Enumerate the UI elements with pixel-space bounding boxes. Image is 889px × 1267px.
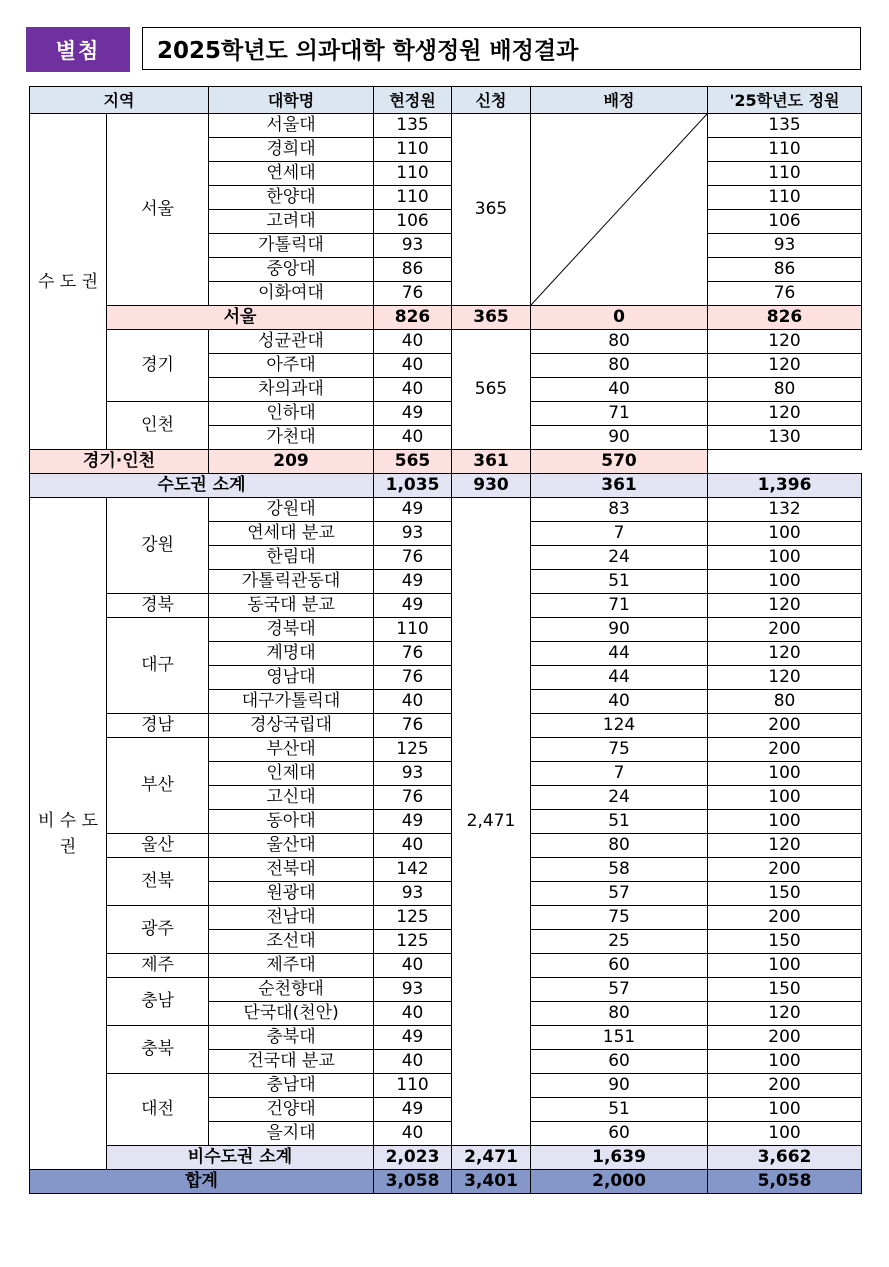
current-quota: 76 [374, 714, 452, 738]
subtotal-label: 비수도권 소계 [107, 1146, 374, 1170]
subtotal-value: 565 [374, 450, 452, 474]
university-name: 고려대 [209, 210, 374, 234]
col-header-allocated: 배정 [531, 87, 708, 114]
quota-2025: 86 [708, 258, 862, 282]
quota-2025: 120 [708, 354, 862, 378]
quota-2025: 100 [708, 786, 862, 810]
current-quota: 106 [374, 210, 452, 234]
allocated-count: 60 [531, 1122, 708, 1146]
university-name: 연세대 [209, 162, 374, 186]
university-name: 건국대 분교 [209, 1050, 374, 1074]
table-row [30, 858, 862, 882]
region-label: 비 수 도 권 [30, 498, 107, 1170]
current-quota: 40 [374, 330, 452, 354]
current-quota: 49 [374, 1026, 452, 1050]
allocated-count: 25 [531, 930, 708, 954]
table-header-row [30, 87, 862, 114]
university-name: 서울대 [209, 114, 374, 138]
col-header-university: 대학명 [209, 87, 374, 114]
table-row [30, 618, 862, 642]
subtotal-row-noncapital [30, 1146, 862, 1170]
allocated-count: 124 [531, 714, 708, 738]
allocated-count: 51 [531, 810, 708, 834]
subtotal-value: 3,401 [452, 1170, 531, 1194]
quota-2025: 100 [708, 810, 862, 834]
apply-count: 365 [452, 114, 531, 306]
table-row [30, 978, 862, 1002]
province-label: 충북 [107, 1026, 209, 1074]
quota-2025: 106 [708, 210, 862, 234]
university-name: 이화여대 [209, 282, 374, 306]
table-row [30, 114, 862, 138]
quota-2025: 200 [708, 1026, 862, 1050]
current-quota: 135 [374, 114, 452, 138]
allocated-count: 80 [531, 354, 708, 378]
university-name: 한림대 [209, 546, 374, 570]
current-quota: 76 [374, 642, 452, 666]
subtotal-label: 경기·인천 [30, 450, 209, 474]
province-label: 대구 [107, 618, 209, 714]
current-quota: 40 [374, 1122, 452, 1146]
allocated-count: 58 [531, 858, 708, 882]
quota-2025: 200 [708, 906, 862, 930]
current-quota: 125 [374, 930, 452, 954]
university-name: 충남대 [209, 1074, 374, 1098]
allocation-table [29, 86, 862, 1194]
quota-2025: 200 [708, 738, 862, 762]
current-quota: 40 [374, 834, 452, 858]
current-quota: 76 [374, 666, 452, 690]
subtotal-row-capital [30, 474, 862, 498]
current-quota: 110 [374, 618, 452, 642]
allocated-count: 60 [531, 954, 708, 978]
allocated-count: 51 [531, 570, 708, 594]
subtotal-label: 합계 [30, 1170, 374, 1194]
allocated-count: 44 [531, 666, 708, 690]
province-label: 광주 [107, 906, 209, 954]
subtotal-value: 361 [452, 450, 531, 474]
university-name: 조선대 [209, 930, 374, 954]
current-quota: 49 [374, 570, 452, 594]
quota-2025: 120 [708, 834, 862, 858]
university-name: 순천향대 [209, 978, 374, 1002]
quota-2025: 135 [708, 114, 862, 138]
university-name: 부산대 [209, 738, 374, 762]
region-label: 수 도 권 [30, 114, 107, 450]
current-quota: 40 [374, 378, 452, 402]
table-row [30, 738, 862, 762]
university-name: 성균관대 [209, 330, 374, 354]
attachment-badge: 별첨 [26, 27, 130, 72]
subtotal-value: 1,396 [708, 474, 862, 498]
subtotal-value: 2,471 [452, 1146, 531, 1170]
table-row [30, 1026, 862, 1050]
subtotal-label: 수도권 소계 [30, 474, 374, 498]
current-quota: 93 [374, 882, 452, 906]
quota-2025: 100 [708, 570, 862, 594]
current-quota: 76 [374, 786, 452, 810]
quota-2025: 120 [708, 330, 862, 354]
current-quota: 110 [374, 162, 452, 186]
quota-2025: 100 [708, 762, 862, 786]
province-label: 전북 [107, 858, 209, 906]
allocated-count: 44 [531, 642, 708, 666]
university-name: 가톨릭대 [209, 234, 374, 258]
current-quota: 110 [374, 1074, 452, 1098]
quota-2025: 76 [708, 282, 862, 306]
subtotal-value: 2,023 [374, 1146, 452, 1170]
quota-2025: 200 [708, 858, 862, 882]
university-name: 경희대 [209, 138, 374, 162]
col-header-region: 지역 [30, 87, 209, 114]
quota-2025: 100 [708, 1098, 862, 1122]
province-label: 부산 [107, 738, 209, 834]
university-name: 아주대 [209, 354, 374, 378]
quota-2025: 200 [708, 714, 862, 738]
allocated-count: 57 [531, 882, 708, 906]
university-name: 영남대 [209, 666, 374, 690]
subtotal-row-gi [30, 450, 862, 474]
current-quota: 93 [374, 762, 452, 786]
province-label: 제주 [107, 954, 209, 978]
table-row [30, 498, 862, 522]
current-quota: 110 [374, 186, 452, 210]
no-allocation-cell [531, 114, 708, 306]
current-quota: 93 [374, 522, 452, 546]
subtotal-value: 3,662 [708, 1146, 862, 1170]
university-name: 을지대 [209, 1122, 374, 1146]
diagonal-slash [531, 114, 707, 305]
university-name: 전북대 [209, 858, 374, 882]
allocated-count: 57 [531, 978, 708, 1002]
province-label: 강원 [107, 498, 209, 594]
quota-2025: 120 [708, 666, 862, 690]
allocated-count: 80 [531, 330, 708, 354]
table-row [30, 1074, 862, 1098]
province-label: 경기 [107, 330, 209, 402]
province-label: 경북 [107, 594, 209, 618]
current-quota: 40 [374, 954, 452, 978]
quota-2025: 200 [708, 1074, 862, 1098]
university-name: 고신대 [209, 786, 374, 810]
university-name: 원광대 [209, 882, 374, 906]
subtotal-value: 5,058 [708, 1170, 862, 1194]
allocated-count: 24 [531, 786, 708, 810]
allocated-count: 90 [531, 426, 708, 450]
current-quota: 49 [374, 402, 452, 426]
allocated-count: 51 [531, 1098, 708, 1122]
university-name: 인제대 [209, 762, 374, 786]
quota-2025: 150 [708, 978, 862, 1002]
allocated-count: 71 [531, 594, 708, 618]
quota-2025: 93 [708, 234, 862, 258]
university-name: 중앙대 [209, 258, 374, 282]
current-quota: 125 [374, 906, 452, 930]
university-name: 가톨릭관동대 [209, 570, 374, 594]
current-quota: 40 [374, 354, 452, 378]
university-name: 대구가톨릭대 [209, 690, 374, 714]
current-quota: 125 [374, 738, 452, 762]
allocated-count: 71 [531, 402, 708, 426]
table-row [30, 330, 862, 354]
allocated-count: 60 [531, 1050, 708, 1074]
university-name: 인하대 [209, 402, 374, 426]
col-header-apply: 신청 [452, 87, 531, 114]
current-quota: 86 [374, 258, 452, 282]
subtotal-value: 365 [452, 306, 531, 330]
quota-2025: 120 [708, 642, 862, 666]
col-header-current: 현정원 [374, 87, 452, 114]
document-header [26, 27, 861, 72]
quota-2025: 110 [708, 186, 862, 210]
subtotal-value: 1,035 [374, 474, 452, 498]
quota-2025: 100 [708, 522, 862, 546]
apply-count: 565 [452, 330, 531, 450]
university-name: 동아대 [209, 810, 374, 834]
col-header-2025-quota: '25학년도 정원 [708, 87, 862, 114]
province-label: 울산 [107, 834, 209, 858]
subtotal-value: 0 [531, 306, 708, 330]
quota-2025: 200 [708, 618, 862, 642]
quota-2025: 100 [708, 546, 862, 570]
university-name: 동국대 분교 [209, 594, 374, 618]
university-name: 계명대 [209, 642, 374, 666]
subtotal-value: 826 [374, 306, 452, 330]
allocated-count: 90 [531, 618, 708, 642]
university-name: 경북대 [209, 618, 374, 642]
current-quota: 49 [374, 594, 452, 618]
current-quota: 40 [374, 426, 452, 450]
province-label: 인천 [107, 402, 209, 450]
province-label: 대전 [107, 1074, 209, 1146]
quota-2025: 120 [708, 594, 862, 618]
allocated-count: 83 [531, 498, 708, 522]
table-row [30, 954, 862, 978]
current-quota: 49 [374, 1098, 452, 1122]
university-name: 제주대 [209, 954, 374, 978]
quota-2025: 100 [708, 1122, 862, 1146]
subtotal-value: 570 [531, 450, 708, 474]
province-label: 서울 [107, 114, 209, 306]
allocated-count: 40 [531, 690, 708, 714]
current-quota: 110 [374, 138, 452, 162]
university-name: 연세대 분교 [209, 522, 374, 546]
current-quota: 40 [374, 1002, 452, 1026]
subtotal-value: 826 [708, 306, 862, 330]
quota-2025: 80 [708, 378, 862, 402]
subtotal-value: 1,639 [531, 1146, 708, 1170]
quota-2025: 132 [708, 498, 862, 522]
table-row [30, 834, 862, 858]
allocated-count: 151 [531, 1026, 708, 1050]
current-quota: 40 [374, 1050, 452, 1074]
quota-2025: 150 [708, 930, 862, 954]
allocated-count: 24 [531, 546, 708, 570]
university-name: 가천대 [209, 426, 374, 450]
current-quota: 93 [374, 234, 452, 258]
allocated-count: 7 [531, 762, 708, 786]
allocated-count: 80 [531, 1002, 708, 1026]
table-row [30, 714, 862, 738]
subtotal-value: 209 [209, 450, 374, 474]
allocated-count: 80 [531, 834, 708, 858]
allocated-count: 90 [531, 1074, 708, 1098]
table-row [30, 402, 862, 426]
subtotal-value: 3,058 [374, 1170, 452, 1194]
current-quota: 49 [374, 498, 452, 522]
allocated-count: 40 [531, 378, 708, 402]
current-quota: 49 [374, 810, 452, 834]
allocated-count: 7 [531, 522, 708, 546]
table-row [30, 594, 862, 618]
current-quota: 40 [374, 690, 452, 714]
subtotal-value: 930 [452, 474, 531, 498]
province-label: 경남 [107, 714, 209, 738]
university-name: 울산대 [209, 834, 374, 858]
subtotal-value: 361 [531, 474, 708, 498]
current-quota: 76 [374, 546, 452, 570]
apply-count: 2,471 [452, 498, 531, 1146]
subtotal-row-seoul [30, 306, 862, 330]
subtotal-row-total [30, 1170, 862, 1194]
document-title: 2025학년도 의과대학 학생정원 배정결과 [142, 27, 861, 70]
table-row [30, 906, 862, 930]
current-quota: 93 [374, 978, 452, 1002]
university-name: 단국대(천안) [209, 1002, 374, 1026]
quota-2025: 100 [708, 1050, 862, 1074]
quota-2025: 110 [708, 138, 862, 162]
subtotal-value: 2,000 [531, 1170, 708, 1194]
quota-2025: 130 [708, 426, 862, 450]
allocated-count: 75 [531, 906, 708, 930]
quota-2025: 100 [708, 954, 862, 978]
subtotal-label: 서울 [107, 306, 374, 330]
province-label: 충남 [107, 978, 209, 1026]
allocated-count: 75 [531, 738, 708, 762]
university-name: 충북대 [209, 1026, 374, 1050]
university-name: 전남대 [209, 906, 374, 930]
current-quota: 76 [374, 282, 452, 306]
quota-2025: 150 [708, 882, 862, 906]
university-name: 차의과대 [209, 378, 374, 402]
university-name: 건양대 [209, 1098, 374, 1122]
quota-2025: 120 [708, 402, 862, 426]
quota-2025: 80 [708, 690, 862, 714]
quota-2025: 120 [708, 1002, 862, 1026]
current-quota: 142 [374, 858, 452, 882]
quota-2025: 110 [708, 162, 862, 186]
university-name: 경상국립대 [209, 714, 374, 738]
university-name: 한양대 [209, 186, 374, 210]
university-name: 강원대 [209, 498, 374, 522]
